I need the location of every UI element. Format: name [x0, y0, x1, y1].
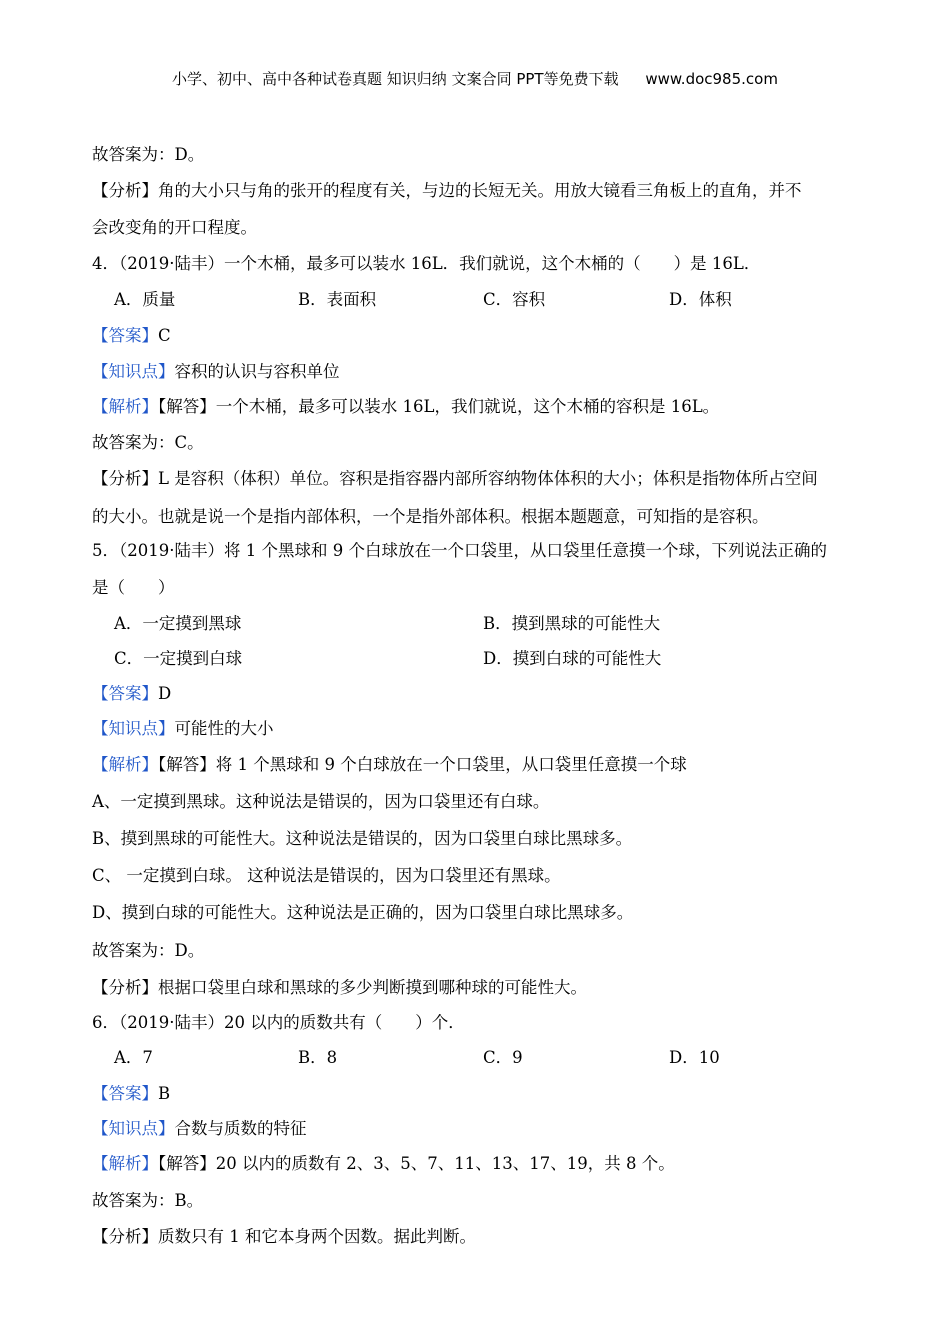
- q4-option-c: C．容积: [483, 290, 546, 309]
- answer-tag: 【答案】: [92, 684, 158, 703]
- q5-option-a: A．一定摸到黑球: [114, 614, 242, 633]
- q5-stem-cont: 是（ ）: [92, 578, 175, 597]
- q6-solution: 【解析】【解答】20 以内的质数有 2、3、5、7、11、13、17、19，共 8 个。: [92, 1154, 675, 1173]
- q3-analysis: 【分析】角的大小只与角的张开的程度有关，与边的长短无关。用放大镜看三角板上的直角，并不: [92, 181, 802, 200]
- q5-final-answer: 故答案为：D。: [92, 941, 205, 960]
- q6-option-a: A．7: [114, 1048, 153, 1067]
- q4-knowledge-point: 【知识点】容积的认识与容积单位: [92, 362, 340, 381]
- q4-option-d: D．体积: [669, 290, 732, 309]
- q5-explain-b: B、摸到黑球的可能性大。这种说法是错误的，因为口袋里白球比黑球多。: [92, 829, 633, 848]
- analysis-tag: 【分析】: [92, 181, 158, 200]
- page-header: [0, 68, 950, 89]
- q4-stem: 4．（2019·陆丰）一个木桶，最多可以装水 16L．我们就说，这个木桶的（ ）是 16L．: [92, 254, 761, 273]
- analysis-tag: 【分析】: [92, 469, 158, 488]
- q6-option-d: D．10: [669, 1048, 720, 1067]
- q4-answer: 【答案】C: [92, 326, 171, 345]
- knowledge-tag: 【知识点】: [92, 719, 175, 738]
- q4-analysis: 【分析】L 是容积（体积）单位。容积是指容器内部所容纳物体体积的大小；体积是指物体所占空间: [92, 469, 818, 488]
- q5-answer: 【答案】D: [92, 684, 172, 703]
- q4-final-answer: 故答案为：C。: [92, 433, 204, 452]
- q6-knowledge-point: 【知识点】合数与质数的特征: [92, 1119, 307, 1138]
- q5-stem: 5．（2019·陆丰）将 1 个黑球和 9 个白球放在一个口袋里，从口袋里任意摸一个球，下列说法正确的: [92, 541, 827, 560]
- q5-explain-a: A、一定摸到黑球。这种说法是错误的，因为口袋里还有白球。: [92, 792, 550, 811]
- solution-tag: 【解析】: [92, 397, 158, 416]
- answer-tag: 【答案】: [92, 326, 158, 345]
- knowledge-tag: 【知识点】: [92, 362, 175, 381]
- header-text: 小学、初中、高中各种试卷真题 知识归纳 文案合同 PPT等免费下载: [172, 70, 619, 88]
- q6-analysis: 【分析】质数只有 1 和它本身两个因数。据此判断。: [92, 1227, 476, 1246]
- q6-answer: 【答案】B: [92, 1084, 171, 1103]
- solution-tag: 【解析】: [92, 755, 158, 774]
- q5-option-c: C．一定摸到白球: [114, 649, 243, 668]
- header-site: www.doc985.com: [645, 70, 778, 88]
- q5-solution: 【解析】【解答】将 1 个黑球和 9 个白球放在一个口袋里，从口袋里任意摸一个球: [92, 755, 687, 774]
- q6-final-answer: 故答案为：B。: [92, 1191, 204, 1210]
- q4-option-a: A．质量: [114, 290, 176, 309]
- q5-explain-c: C、 一定摸到白球。 这种说法是错误的，因为口袋里还有黑球。: [92, 866, 561, 885]
- q6-option-c: C．9: [483, 1048, 523, 1067]
- answer-tag: 【答案】: [92, 1084, 158, 1103]
- q5-option-d: D．摸到白球的可能性大: [483, 649, 662, 668]
- q3-final-answer: 故答案为：D。: [92, 145, 205, 164]
- analysis-tag: 【分析】: [92, 978, 158, 997]
- q6-option-b: B．8: [298, 1048, 338, 1067]
- q5-knowledge-point: 【知识点】可能性的大小: [92, 719, 274, 738]
- q5-explain-d: D、摸到白球的可能性大。这种说法是正确的，因为口袋里白球比黑球多。: [92, 903, 634, 922]
- q5-analysis: 【分析】根据口袋里白球和黑球的多少判断摸到哪种球的可能性大。: [92, 978, 587, 997]
- q4-solution: 【解析】【解答】一个木桶，最多可以装水 16L，我们就说，这个木桶的容积是 16L。: [92, 397, 720, 416]
- q3-analysis-cont: 会改变角的开口程度。: [92, 218, 257, 237]
- q4-option-b: B．表面积: [298, 290, 377, 309]
- q6-stem: 6．（2019·陆丰）20 以内的质数共有（ ）个．: [92, 1013, 465, 1032]
- knowledge-tag: 【知识点】: [92, 1119, 175, 1138]
- solution-tag: 【解析】: [92, 1154, 158, 1173]
- q4-analysis-cont: 的大小。也就是说一个是指内部体积，一个是指外部体积。根据本题题意，可知指的是容积。: [92, 507, 769, 526]
- q5-option-b: B．摸到黑球的可能性大: [483, 614, 661, 633]
- analysis-tag: 【分析】: [92, 1227, 158, 1246]
